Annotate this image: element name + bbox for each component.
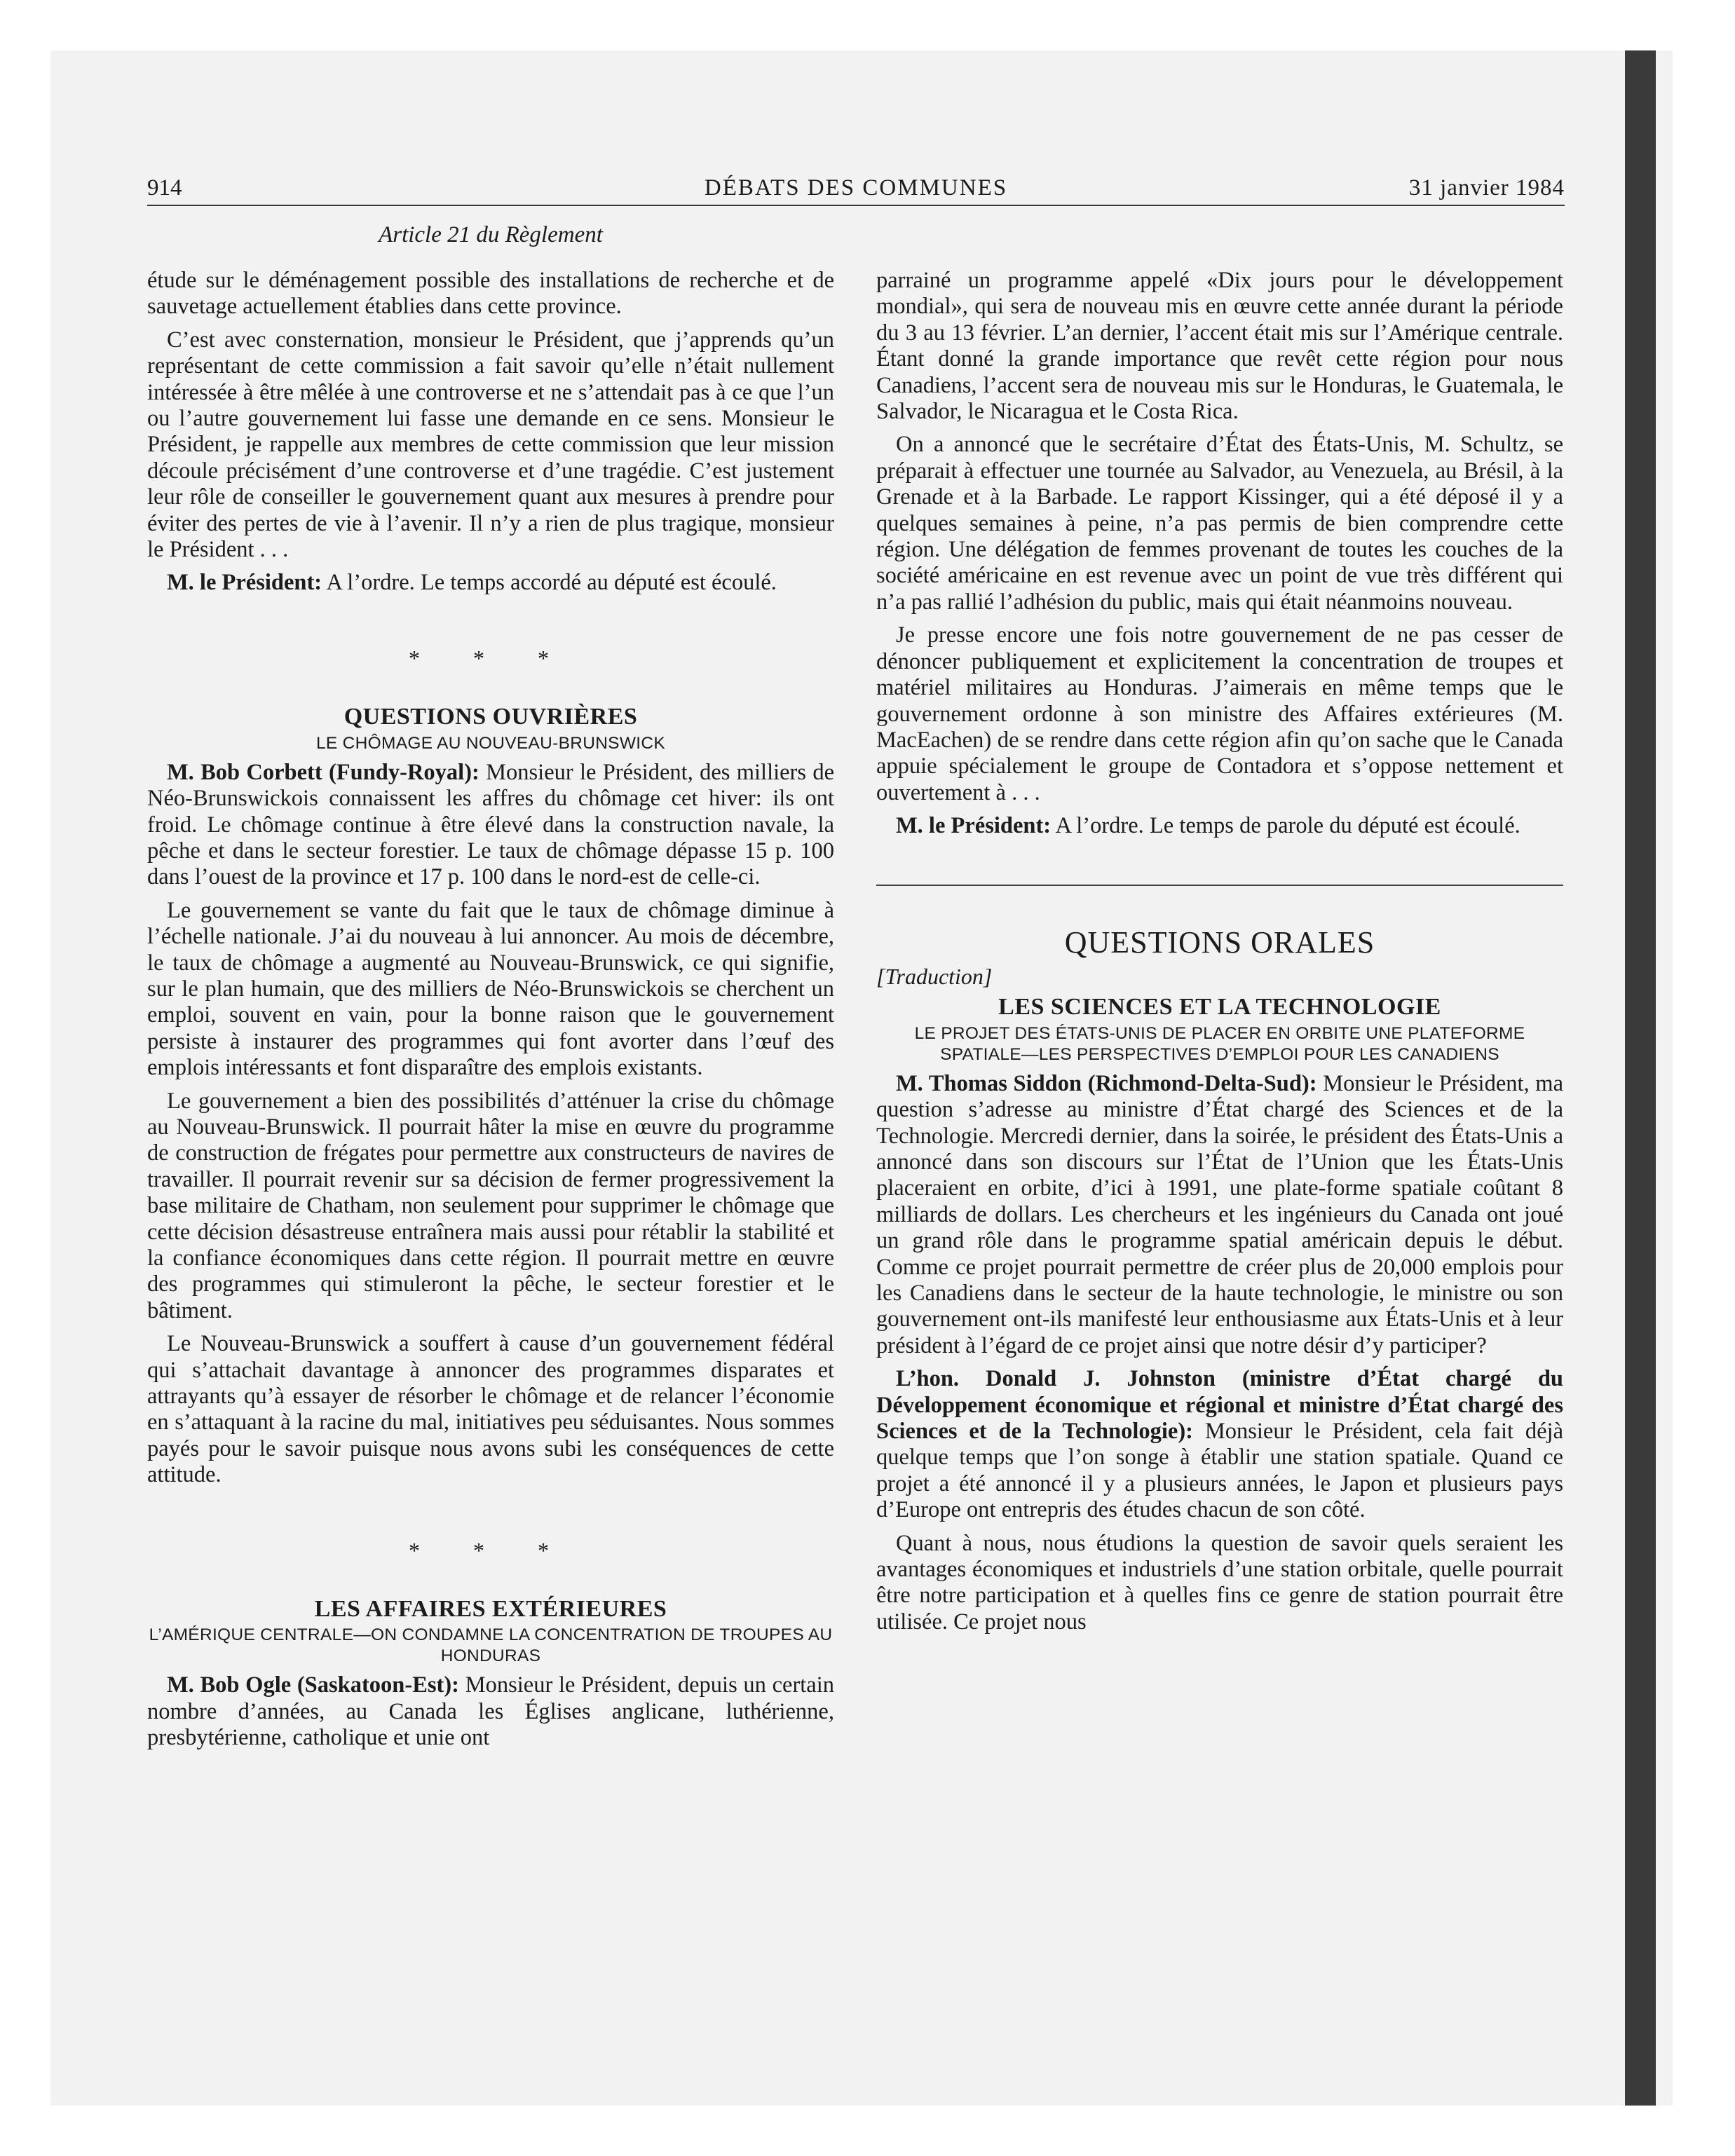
speaker-name: M. Bob Ogle (Saskatoon-Est): xyxy=(167,1672,459,1698)
horizontal-rule xyxy=(876,885,1563,886)
header-date: 31 janvier 1984 xyxy=(1408,175,1565,200)
subsection-heading: LE PROJET DES ÉTATS-UNIS DE PLACER EN ORBITE UNE PLATEFORME SPATIALE—LES PERSPECTIVES D’EMPLOI POUR LES CANADIENS xyxy=(914,1023,1525,1064)
paragraph: Le Nouveau-Brunswick a souffert à cause d’un gouvernement fédéral qui s’attachait davantage à annoncer des programmes disparates et attrayants qu’à essayer de résorber le chômage et de relancer l’économie en s’attaquant à la racine du mal, initiatives peu séduisantes. Nous sommes payés pour le savoir puisque nous avons subi les conséquences de cette attitude. xyxy=(147,1331,834,1488)
speech-text: Monsieur le Président, des milliers de Néo-Brunswickois connaissent les affres du chômage cet hiver: ils ont froid. Le chômage continue à être élevé dans la construction navale, la pêche et dans le secteur forestier. Le taux de chômage dépasse 15 p. 100 dans l’ouest de la province et 17 p. 100 dans le nord-est de celle-ci. xyxy=(147,759,834,890)
paragraph: Le gouvernement a bien des possibilités d’atténuer la crise du chômage au Nouveau-Brunswick. Il pourrait hâter la mise en œuvre du programme de construction de frégates pour permettre aux constructeurs de navires de travailler. Il pourrait revenir sur sa décision de fermer progressivement la base militaire de Chatham, non seulement pour supprimer le chômage que cette décision désastreuse entraînera mais aussi pour rétablir la stabilité et la confiance économiques dans cette région. Il pourrait mettre en œuvre des programmes qui stimuleront la pêche, le secteur forestier et le bâtiment. xyxy=(147,1088,834,1323)
speaker-name: L’hon. Donald J. Johnston (ministre d’État chargé du Développement économique et régional et ministre d’État chargé des Sciences et de la Technologie): xyxy=(876,1366,1563,1445)
paragraph: parrainé un programme appelé «Dix jours pour le développement mondial», qui sera de nouveau mis en œuvre cette année durant la période du 3 au 13 février. L’an dernier, l’accent était mis sur l’Amérique centrale. Étant donné la grande importance que revêt cette région pour nous Canadiens, l’accent sera de nouveau mis sur le Honduras, le Guatemala, le Salvador, le Nicaragua et le Costa Rica. xyxy=(876,268,1563,425)
speaker-name: M. Bob Corbett (Fundy-Royal): xyxy=(167,759,479,785)
translation-tag: [Traduction] xyxy=(876,963,993,989)
section-heading: QUESTIONS OUVRIÈRES xyxy=(343,704,638,730)
section-separator: * * * xyxy=(409,1537,573,1563)
subsection-heading: L’AMÉRIQUE CENTRALE—ON CONDAMNE LA CONCENTRATION DE TROUPES AU HONDURAS xyxy=(149,1625,833,1666)
speaker-name: M. Thomas Siddon (Richmond-Delta-Sud): xyxy=(896,1070,1317,1096)
major-section-heading: QUESTIONS ORALES xyxy=(1064,925,1375,960)
standing-order-label: Article 21 du Règlement xyxy=(379,222,603,247)
speaker-name: M. le Président: xyxy=(896,813,1052,839)
section-heading: LES SCIENCES ET LA TECHNOLOGIE xyxy=(998,994,1441,1021)
speaker-name: M. le Président: xyxy=(167,570,322,596)
publication-title: DÉBATS DES COMMUNES xyxy=(704,175,1008,200)
paragraph: étude sur le déménagement possible des installations de recherche et de sauvetage actuellement établies dans cette province. xyxy=(147,268,834,320)
speech-text: Monsieur le Président, cela fait déjà quelque temps que l’on songe à établir une station spatiale. Quand ce projet a été annoncé il y a plusieurs années, le Japon et plusieurs pays d’Europe ont entrepris des études chacun de son côté. xyxy=(876,1419,1563,1523)
paragraph: Le gouvernement se vante du fait que le taux de chômage diminue à l’échelle nationale. J’ai du nouveau à lui annoncer. Au mois de décembre, le taux de chômage a augmenté au Nouveau-Brunswick, ce qui signifie, sur le plan humain, que des milliers de Néo-Brunswickois se cherchent un emploi, souvent en vain, pour la bonne raison que le gouvernement persiste à instaurer des programmes qui font avorter dans l’œuf des emplois intéressants et font disparaître des emplois existants. xyxy=(147,897,834,1081)
paragraph xyxy=(147,760,834,891)
paragraph xyxy=(147,1672,834,1751)
paragraph xyxy=(876,1071,1563,1359)
speech-text: Monsieur le Président, ma question s’adresse au ministre d’État chargé des Sciences et de la Technologie. Mercredi dernier, dans la soirée, le président des États-Unis a annoncé dans son discours sur l’État de l’Union que les États-Unis placeraient en orbite, d’ici à 1991, une plate-forme spatiale coûtant 8 milliards de dollars. Les chercheurs et les ingénieurs du Canada ont joué un grand rôle dans le programme spatial américain depuis le début. Comme ce projet pourrait permettre de créer plus de 20,000 emplois pour les Canadiens dans le secteur de la haute technologie, le ministre ou son gouvernement ont-ils manifesté leur enthousiasme aux États-Unis et à leur président à l’égard de ce projet ainsi que notre désir d’y participer? xyxy=(876,1070,1564,1358)
paragraph: Quant à nous, nous étudions la question de savoir quels seraient les avantages économiques et industriels d’une station orbitale, quelle pourrait être notre participation et à quelles fins ce genre de station pourrait être utilisée. Ce projet nous xyxy=(876,1530,1563,1635)
page-header xyxy=(147,175,1565,206)
speech-text: Monsieur le Président, depuis un certain nombre d’années, au Canada les Églises anglicane, luthérienne, presbytérienne, catholique et unie ont xyxy=(147,1672,835,1751)
paragraph xyxy=(876,1366,1563,1523)
section-heading: LES AFFAIRES EXTÉRIEURES xyxy=(314,1596,667,1623)
paragraph xyxy=(147,570,834,596)
paragraph: C’est avec consternation, monsieur le Président, que j’apprends qu’un représentant de cette commission a fait savoir qu’elle n’était nullement intéressée à être mêlée à une controverse et ne s’attendait pas à ce que l’un ou l’autre gouvernement lui fasse une demande en ce sens. Monsieur le Président, je rappelle aux membres de cette commission que leur mission découle précisément d’une controverse et d’une tragédie. C’est justement leur rôle de conseiller le gouvernement quant aux mesures à prendre pour éviter des pertes de vie à l’avenir. Il n’y a rien de plus tragique, monsieur le Président . . . xyxy=(147,327,834,563)
subsection-heading: LE CHÔMAGE AU NOUVEAU-BRUNSWICK xyxy=(315,733,665,753)
binding-edge xyxy=(1625,50,1656,2106)
speech-text: A l’ordre. Le temps de parole du député est écoulé. xyxy=(1051,813,1520,839)
left-column xyxy=(147,268,834,1759)
section-separator: * * * xyxy=(409,645,573,671)
paragraph xyxy=(876,813,1563,839)
paragraph: On a annoncé que le secrétaire d’État des États-Unis, M. Schultz, se préparait à effectuer une tournée au Salvador, au Venezuela, au Brésil, à la Grenade et à la Barbade. Le rapport Kissinger, qui a été déposé il y a quelques semaines à peine, n’a pas permis de bien comprendre cette région. Une délégation de femmes provenant de toutes les couches de la société américaine en est revenue avec un point de vue très différent qui n’a pas rallié l’adhésion du public, mais qui était néanmoins nouveau. xyxy=(876,432,1563,615)
paragraph: Je presse encore une fois notre gouvernement de ne pas cesser de dénoncer publiquement et explicitement la concentration de troupes et matériel militaires au Honduras. J’aimerais en même temps que le gouvernement ordonne à son ministre des Affaires extérieures (M. MacEachen) de se rendre dans cette région afin qu’on sache que le Canada appuie spécialement le groupe de Contadora et s’oppose nettement et ouvertement à . . . xyxy=(876,622,1563,805)
page-number: 914 xyxy=(147,175,182,200)
right-column xyxy=(876,268,1563,1642)
speech-text: A l’ordre. Le temps accordé au député est écoulé. xyxy=(322,570,777,596)
